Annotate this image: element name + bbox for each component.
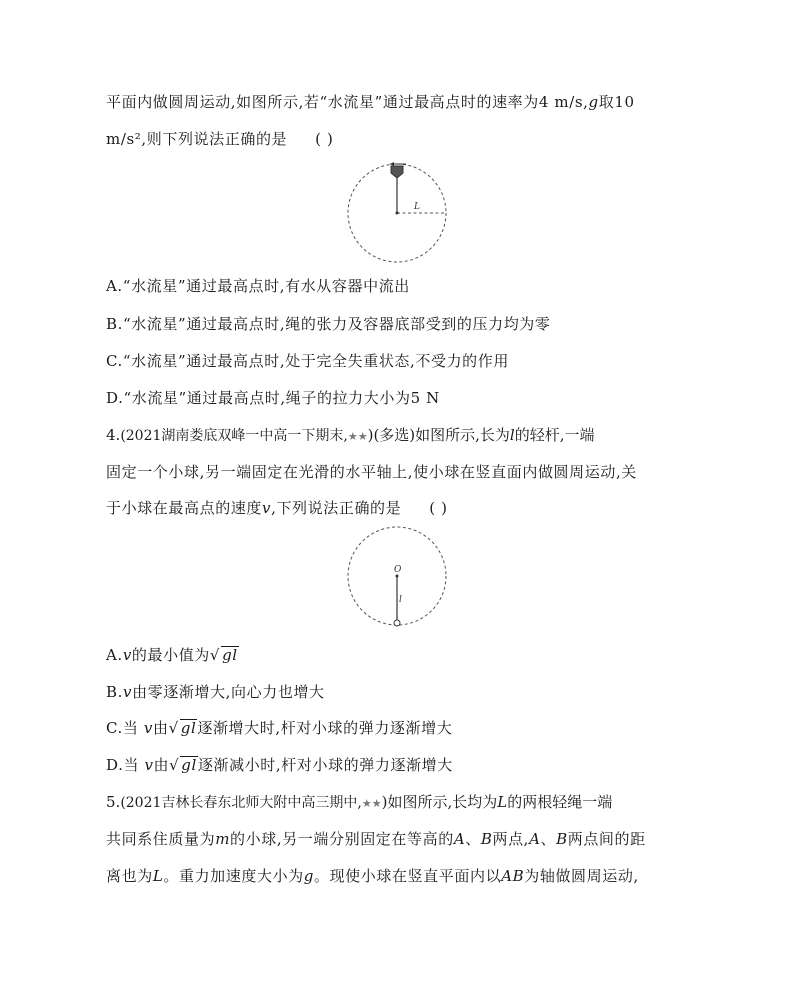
sqrt-gl: gl (181, 756, 197, 774)
q4-stem-line2: 固定一个小球,另一端固定在光滑的水平轴上,使小球在竖直面内做圆周运动,关 (106, 463, 637, 481)
q5-stem-text: )如图所示,长均为 (381, 793, 498, 811)
sqrt-icon: √ (168, 719, 179, 737)
q5-stem-text: 两点间的距 (567, 830, 646, 848)
option-text: 由 (153, 756, 170, 774)
container-icon (391, 166, 403, 178)
q3-stem-text: 取10 (598, 93, 635, 111)
var-B: B (556, 830, 568, 848)
option-text: 的最小值为 (131, 646, 210, 664)
answer-blank: ( ) (315, 130, 334, 148)
difficulty-star-icon: ★★ (347, 430, 368, 443)
question-source: (2021湖南娄底双峰一中高一下期末, (120, 428, 348, 444)
q5-stem-text: 、 (540, 830, 557, 848)
q3-option-c: C.“水流星”通过最高点时,处于完全失重状态,不受力的作用 (106, 352, 509, 370)
q5-stem-text: 离也为 (106, 867, 153, 885)
var-v: v (122, 646, 132, 664)
q5-stem-text: 为轴做圆周运动, (524, 867, 639, 885)
var-B: B (480, 830, 493, 848)
var-l: l (509, 426, 515, 444)
question-source: (2021吉林长春东北师大附中高三期中, (120, 795, 362, 811)
q4-option-d (106, 755, 453, 775)
var-v: v (262, 499, 272, 517)
center-point (396, 212, 399, 215)
option-text: A. (106, 646, 123, 664)
sqrt-icon: √ (169, 756, 180, 774)
q3-option-d: D.“水流星”通过最高点时,绳子的拉力大小为5 N (106, 389, 440, 407)
var-A: A (529, 830, 541, 848)
arrowhead-icon (390, 162, 394, 166)
label-L: L (414, 202, 420, 212)
option-text: 由零逐渐增大,向心力也增大 (132, 683, 325, 701)
var-v: v (143, 719, 153, 737)
q3-figure-water-meteor (346, 158, 448, 264)
label-O: O (394, 565, 402, 575)
var-L: L (152, 867, 164, 885)
q4-figure-rod (346, 526, 448, 630)
q3-stem-text: m/s²,则下列说法正确的是 (106, 130, 288, 148)
q3-option-a: A.“水流星”通过最高点时,有水从容器中流出 (106, 277, 410, 295)
question-number: 5. (106, 793, 121, 811)
q4-stem-text: ,下列说法正确的是 (271, 499, 402, 517)
var-m: m (215, 830, 231, 848)
q5-stem-text: 的小球,另一端分别固定在等高的 (230, 830, 454, 848)
q4-option-c (106, 718, 452, 738)
q4-stem-text: 的轻杆,一端 (514, 426, 595, 444)
ball-icon (394, 620, 400, 626)
option-text: D.当 (106, 756, 140, 774)
q4-stem-line1 (106, 425, 595, 447)
answer-blank: ( ) (429, 499, 448, 517)
q5-stem-text: 两点, (492, 830, 530, 848)
q3-stem-line2 (106, 129, 333, 149)
difficulty-star-icon: ★★ (361, 797, 382, 810)
q4-option-b (106, 682, 325, 702)
sqrt-icon: √ (209, 646, 221, 664)
label-l: l (399, 595, 402, 605)
var-AB: AB (501, 867, 525, 885)
question-number: 4. (106, 426, 121, 444)
option-text: C.当 (106, 719, 139, 737)
q5-stem-text: 、 (465, 830, 481, 848)
option-text: 由 (152, 719, 169, 737)
q5-stem-line1 (106, 792, 612, 814)
q4-stem-text: 于小球在最高点的速度 (106, 499, 263, 517)
q5-stem-line2 (106, 829, 646, 849)
var-L: L (497, 793, 508, 811)
q3-stem-text: 平面内做圆周运动,如图所示,若“水流星”通过最高点时的速率为4 m/s, (106, 93, 589, 111)
q5-stem-text: 。现使小球在竖直平面内以 (313, 867, 502, 885)
var-v: v (123, 683, 133, 701)
var-g: g (588, 93, 599, 111)
var-g: g (303, 867, 314, 885)
option-text: B. (106, 683, 123, 701)
q5-stem-line3 (106, 866, 639, 886)
q4-option-a (106, 645, 239, 665)
q5-stem-text: 的两根轻绳一端 (507, 793, 613, 811)
sqrt-gl: gl (222, 646, 238, 664)
q3-stem-line1 (106, 92, 635, 112)
q5-stem-text: 共同系住质量为 (106, 830, 216, 848)
option-text: 逐渐增大时,杆对小球的弹力逐渐增大 (197, 719, 453, 737)
q5-stem-text: 。重力加速度大小为 (163, 867, 304, 885)
q4-stem-text: )(多选)如图所示,长为 (367, 426, 510, 444)
var-v: v (144, 756, 154, 774)
sqrt-gl: gl (180, 719, 197, 737)
q3-option-b: B.“水流星”通过最高点时,绳的张力及容器底部受到的压力均为零 (106, 315, 551, 333)
option-text: 逐渐减小时,杆对小球的弹力逐渐增大 (197, 756, 453, 774)
var-A: A (453, 830, 466, 848)
q4-stem-line3 (106, 498, 448, 518)
